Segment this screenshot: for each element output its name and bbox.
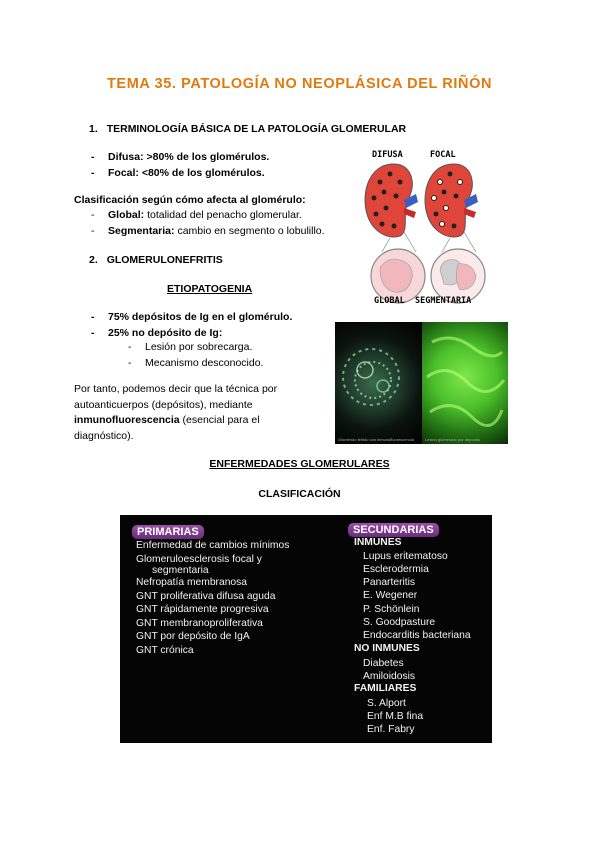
- section-2-number: 2.: [89, 254, 98, 266]
- primary-item: Glomeruloesclerosis focal y: [136, 554, 262, 565]
- classification-heading: Clasificación según cómo afecta al glomérulo:: [74, 194, 306, 206]
- section-2-title: GLOMERULONEFRITIS: [106, 254, 223, 266]
- caption-right: Lesión glomerular por depósito: [425, 437, 480, 442]
- list-item-no-deposit: - 25% no depósito de Ig:: [91, 326, 292, 342]
- secondary-item: Endocarditis bacteriana: [363, 630, 471, 641]
- term-segmentaria: Segmentaria:: [108, 224, 175, 237]
- etiopatogenia-heading: ETIOPATOGENIA: [167, 283, 253, 295]
- primary-item: GNT por depósito de IgA: [136, 631, 250, 642]
- secondary-item: P. Schönlein: [363, 604, 420, 615]
- list-item-difusa: - Difusa: >80% de los glomérulos.: [91, 150, 269, 166]
- list-item-segmentaria: [91, 224, 325, 240]
- kidney-focal: [425, 164, 478, 237]
- caption-left: Glomérulo teñido con inmunofluorescencia: [338, 437, 414, 442]
- classification-list: [91, 208, 325, 239]
- secondary-item: Lupus eritematoso: [363, 551, 448, 562]
- clasificacion-heading: CLASIFICACIÓN: [258, 488, 341, 500]
- kidney-diagram: [360, 160, 490, 310]
- secondary-item: Amiloidosis: [363, 671, 416, 682]
- familiares-label: FAMILIARES: [354, 683, 417, 694]
- primary-item: GNT proliferativa difusa aguda: [136, 591, 276, 602]
- secondary-item: S. Goodpasture: [363, 617, 436, 628]
- secondary-item: E. Wegener: [363, 590, 418, 601]
- secondary-item: Diabetes: [363, 658, 404, 669]
- mechanism-list: [128, 340, 263, 371]
- desc-global: totalidad del penacho glomerular.: [144, 209, 302, 221]
- primary-item: Enfermedad de cambios mínimos: [136, 540, 290, 551]
- inmunes-label: INMUNES: [354, 537, 402, 548]
- label-global: GLOBAL: [374, 296, 405, 306]
- label-focal: FOCAL: [430, 150, 456, 160]
- no-inmunes-label: NO INMUNES: [354, 643, 420, 654]
- kidney-diffuse: [365, 164, 418, 237]
- primarias-label: PRIMARIAS: [132, 525, 204, 539]
- list-item-desconocido: - Mecanismo desconocido.: [128, 356, 263, 372]
- section-1-title: TERMINOLOGÍA BÁSICA DE LA PATOLOGÍA GLOMERULAR: [106, 123, 407, 135]
- enfermedades-heading: ENFERMEDADES GLOMERULARES: [209, 458, 390, 470]
- secondary-item: Enf. Fabry: [367, 724, 415, 735]
- primary-item: GNT crónica: [136, 645, 194, 656]
- secundarias-label: SECUNDARIAS: [348, 523, 439, 537]
- paragraph-bold: inmunofluorescencia: [74, 414, 180, 426]
- etiopatogenia-list: [91, 310, 292, 341]
- micrograph-left-texture: [335, 322, 421, 444]
- list-item-deposit: - 75% depósitos de Ig en el glomérulo.: [91, 310, 292, 326]
- paragraph-end: (esencial para el diagnóstico).: [74, 414, 260, 442]
- extent-list: [91, 150, 269, 181]
- kidney-figure: [360, 146, 490, 306]
- primary-item: segmentaria: [152, 565, 209, 576]
- section-1-heading: [89, 123, 406, 135]
- micrograph-right: [422, 322, 508, 444]
- label-difusa: DIFUSA: [372, 150, 403, 160]
- classification-table: [120, 515, 492, 743]
- list-item-sobrecarga: - Lesión por sobrecarga.: [128, 340, 263, 356]
- page-title: TEMA 35. PATOLOGÍA NO NEOPLÁSICA DEL RIÑÓN: [106, 76, 493, 92]
- section-1-number: 1.: [89, 123, 98, 135]
- desc-segmentaria: cambio en segmento o lobulillo.: [174, 224, 325, 237]
- secondary-item: S. Alport: [367, 698, 406, 709]
- conclusion-paragraph: [74, 382, 304, 444]
- secondary-item: Esclerodermia: [363, 564, 429, 575]
- secondary-item: Enf M.B fina: [367, 711, 424, 722]
- secondary-item: Panarteritis: [363, 577, 416, 588]
- glomerulus-global: [371, 249, 425, 303]
- paragraph-text: Por tanto, podemos decir que la técnica por autoanticuerpos (depósitos), mediante: [74, 383, 278, 411]
- term-global: Global:: [108, 209, 145, 221]
- label-segmentaria: SEGMENTARIA: [415, 296, 472, 306]
- list-item-global: [91, 208, 325, 224]
- list-item-focal: - Focal: <80% de los glomérulos.: [91, 166, 269, 182]
- primary-item: GNT rápidamente progresiva: [136, 604, 269, 615]
- micrograph-left: [335, 322, 421, 444]
- micrograph-right-texture: [422, 322, 508, 444]
- primary-item: Nefropatía membranosa: [136, 577, 248, 588]
- glomerulus-segmental: [431, 249, 485, 303]
- primary-item: GNT membranoproliferativa: [136, 618, 263, 629]
- immunofluorescence-micrographs: [335, 322, 508, 444]
- section-2-heading: [89, 254, 223, 266]
